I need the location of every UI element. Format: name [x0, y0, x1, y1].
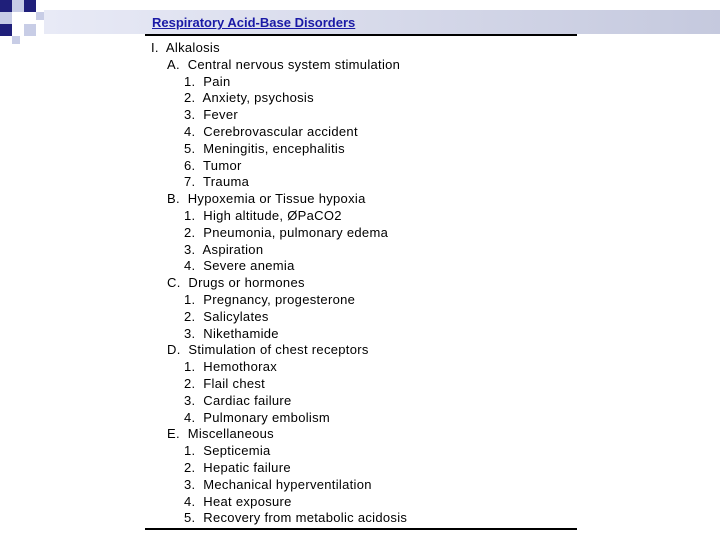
outline-item: 3. Mechanical hyperventilation — [184, 476, 372, 492]
top-divider — [145, 34, 577, 36]
corner-square — [24, 0, 36, 12]
outline — [151, 40, 571, 527]
outline-item: 3. Cardiac failure — [184, 392, 292, 408]
outline-section: C. Drugs or hormones — [167, 275, 305, 291]
title-bar — [44, 10, 720, 34]
corner-square — [24, 24, 36, 36]
outline-item: 2. Flail chest — [184, 375, 266, 391]
outline-item: 5. Meningitis, encephalitis — [184, 140, 345, 156]
outline-item: 1. Pain — [184, 73, 231, 89]
outline-item: 7. Trauma — [184, 174, 250, 190]
outline-item: 6. Tumor — [184, 157, 242, 173]
outline-item: 4. Pulmonary embolism — [184, 409, 331, 425]
corner-square — [0, 24, 12, 36]
corner-square — [0, 12, 12, 24]
slide-title: Respiratory Acid-Base Disorders — [152, 15, 356, 30]
outline-item: 3. Nikethamide — [184, 325, 279, 341]
outline-item: 4. Severe anemia — [184, 258, 295, 274]
outline-item: 1. Hemothorax — [184, 359, 278, 375]
outline-item: 5. Recovery from metabolic acidosis — [184, 510, 408, 526]
outline-section: D. Stimulation of chest receptors — [167, 342, 369, 358]
outline-item: 2. Salicylates — [184, 308, 269, 324]
outline-item: 3. Fever — [184, 107, 238, 123]
outline-item: 2. Pneumonia, pulmonary edema — [184, 224, 389, 240]
outline-item: 1. Septicemia — [184, 443, 271, 459]
corner-square — [12, 36, 20, 44]
outline-item: 1. High altitude, ØPaCO2 — [184, 207, 342, 223]
outline-item: 3. Aspiration — [184, 241, 264, 257]
outline-item: 4. Cerebrovascular accident — [184, 123, 358, 139]
corner-square — [0, 0, 12, 12]
outline-item: 2. Anxiety, psychosis — [184, 90, 314, 106]
outline-heading: I. Alkalosis — [151, 40, 220, 55]
outline-item: 1. Pregnancy, progesterone — [184, 291, 356, 307]
bottom-divider — [145, 528, 577, 530]
outline-section: B. Hypoxemia or Tissue hypoxia — [167, 191, 366, 207]
corner-square — [36, 12, 44, 20]
corner-square — [12, 12, 24, 24]
outline-section: E. Miscellaneous — [167, 426, 274, 442]
outline-item: 4. Heat exposure — [184, 493, 292, 509]
corner-square — [12, 0, 24, 12]
outline-section: A. Central nervous system stimulation — [167, 56, 401, 72]
outline-item: 2. Hepatic failure — [184, 459, 291, 475]
